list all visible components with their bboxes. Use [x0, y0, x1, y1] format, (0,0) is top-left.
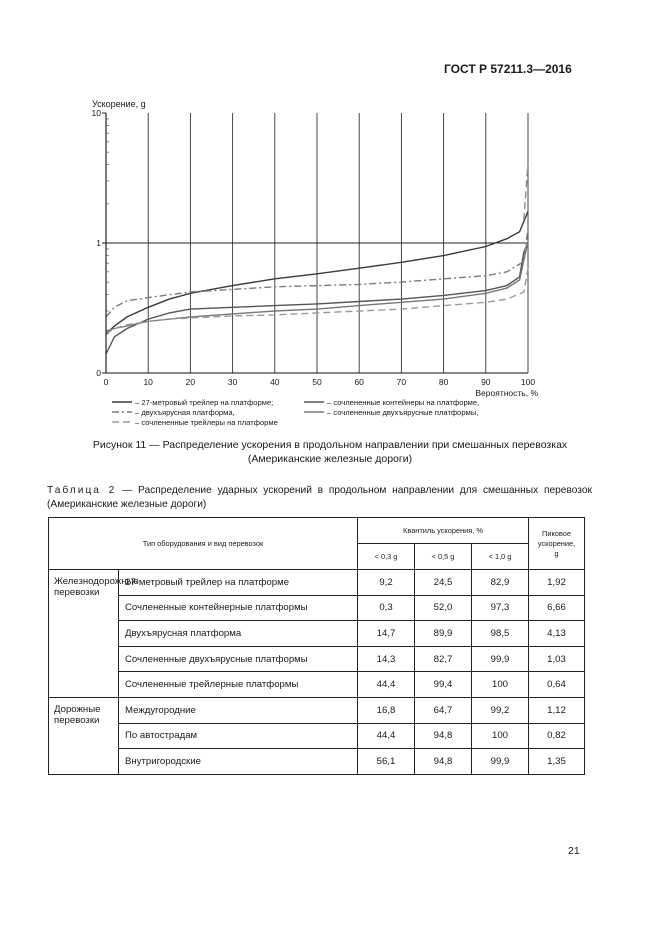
x-axis-label: Вероятность, % — [475, 388, 538, 398]
header-q05: < 0,5 g — [415, 544, 472, 570]
x-tick-label: 50 — [312, 377, 322, 387]
q03-cell: 56,1 — [358, 749, 415, 775]
chart-grid — [106, 113, 528, 373]
q10-cell: 99,9 — [472, 646, 529, 672]
y-tick-label: 0 — [96, 368, 101, 378]
q03-cell: 44,4 — [358, 723, 415, 749]
table-row — [49, 621, 585, 647]
q10-cell: 100 — [472, 672, 529, 698]
q03-cell: 14,7 — [358, 621, 415, 647]
q10-cell: 98,5 — [472, 621, 529, 647]
shock-acceleration-table — [48, 517, 585, 775]
table-row — [49, 672, 585, 698]
q05-cell: 89,9 — [415, 621, 472, 647]
table-caption-label: Таблица 2 — [47, 485, 117, 496]
group-road: Дорожные перевозки — [49, 697, 119, 774]
legend-label: – сочлененные контейнеры на платформе, — [327, 398, 480, 407]
table-row — [49, 570, 585, 596]
peak-cell: 1,03 — [529, 646, 585, 672]
header-q10: < 1,0 g — [472, 544, 529, 570]
chart-axes — [92, 108, 536, 387]
q03-cell: 9,2 — [358, 570, 415, 596]
table-row — [49, 595, 585, 621]
q05-cell: 82,7 — [415, 646, 472, 672]
page-number: 21 — [568, 845, 580, 857]
q03-cell: 0,3 — [358, 595, 415, 621]
standard-code: ГОСТ Р 57211.3—2016 — [444, 62, 572, 76]
q05-cell: 52,0 — [415, 595, 472, 621]
group-rail: Железнодорожные перевозки — [49, 570, 119, 698]
x-tick-label: 100 — [520, 377, 536, 387]
legend-label: – сочлененные двухъярусные платформы, — [327, 408, 479, 417]
x-tick-label: 10 — [143, 377, 153, 387]
peak-cell: 4,13 — [529, 621, 585, 647]
x-tick-label: 90 — [481, 377, 491, 387]
peak-cell: 1,12 — [529, 697, 585, 723]
q10-cell: 82,9 — [472, 570, 529, 596]
table-row — [49, 646, 585, 672]
chart-legend — [112, 398, 479, 427]
x-tick-label: 70 — [396, 377, 407, 387]
peak-cell: 6,66 — [529, 595, 585, 621]
peak-cell: 1,35 — [529, 749, 585, 775]
x-tick-label: 0 — [103, 377, 109, 387]
equipment-cell: Сочлененные двухъярусные платформы — [119, 646, 358, 672]
table-row — [49, 749, 585, 775]
figure-caption — [40, 438, 620, 466]
q10-cell: 97,3 — [472, 595, 529, 621]
q10-cell: 99,2 — [472, 697, 529, 723]
equipment-cell: Двухъярусная платформа — [119, 621, 358, 647]
header-quantile: Квантиль ускорения, % — [358, 518, 529, 544]
q10-cell: 99,9 — [472, 749, 529, 775]
equipment-cell: Междугородние — [119, 697, 358, 723]
q05-cell: 24,5 — [415, 570, 472, 596]
figure-caption-line2: (Американские железные дороги) — [247, 453, 413, 465]
figure-caption-line1: Рисунок 11 — Распределение ускорения в продольном направлении при смешанных перевозках — [92, 439, 568, 451]
header-equipment: Тип оборудования и вид перевозок — [49, 518, 358, 570]
x-tick-label: 80 — [438, 377, 449, 387]
q03-cell: 16,8 — [358, 697, 415, 723]
y-tick-label: 1 — [96, 238, 101, 248]
header-q03: < 0,3 g — [358, 544, 415, 570]
x-tick-label: 60 — [354, 377, 364, 387]
equipment-cell: Сочлененные контейнерные платформы — [119, 595, 358, 621]
q05-cell: 94,8 — [415, 723, 472, 749]
y-axis-label: Ускорение, g — [92, 99, 146, 109]
legend-label: – двухъярусная платформа, — [135, 408, 235, 417]
y-tick-label: 10 — [91, 108, 101, 118]
equipment-cell: Сочлененные трейлерные платформы — [119, 672, 358, 698]
peak-cell: 1,92 — [529, 570, 585, 596]
table-row — [49, 723, 585, 749]
table-caption — [47, 484, 592, 512]
acceleration-chart — [90, 95, 550, 430]
table-caption-text: — Распределение ударных ускорений в продольном направлении для смешанных перевозок (Американские железные дороги) — [47, 485, 592, 510]
equipment-cell: 27-метровый трейлер на платформе — [119, 570, 358, 596]
peak-cell: 0,64 — [529, 672, 585, 698]
equipment-cell: По автострадам — [119, 723, 358, 749]
x-tick-label: 30 — [227, 377, 238, 387]
q03-cell: 14,3 — [358, 646, 415, 672]
q10-cell: 100 — [472, 723, 529, 749]
peak-cell: 0,82 — [529, 723, 585, 749]
q05-cell: 64,7 — [415, 697, 472, 723]
equipment-cell: Внутригородские — [119, 749, 358, 775]
table-row — [49, 697, 585, 723]
legend-label: – 27-метровый трейлер на платформе; — [135, 398, 274, 407]
q03-cell: 44,4 — [358, 672, 415, 698]
header-peak: Пиковое ускорение, g — [529, 518, 585, 570]
x-tick-label: 20 — [185, 377, 196, 387]
legend-label: – сочлененные трейлеры на платформе — [135, 418, 278, 427]
q05-cell: 99,4 — [415, 672, 472, 698]
x-tick-label: 40 — [270, 377, 280, 387]
q05-cell: 94,8 — [415, 749, 472, 775]
